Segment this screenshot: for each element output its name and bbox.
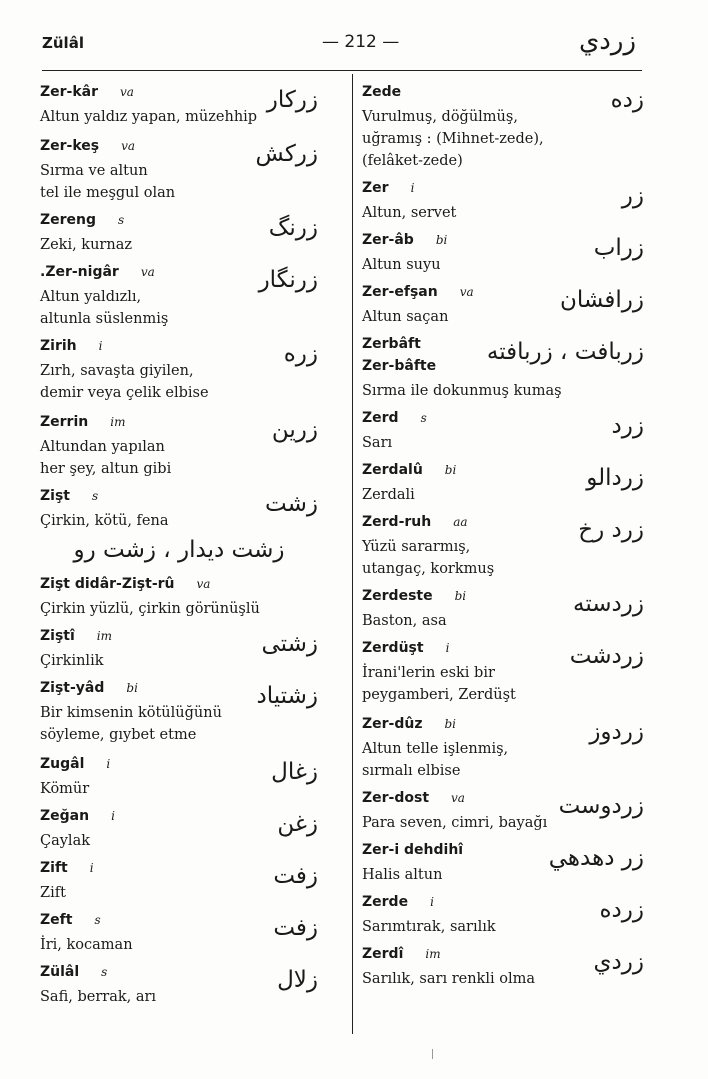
entry-term: Zerd-ruh <box>362 514 432 530</box>
entry-term: Zerd <box>362 410 399 426</box>
entry-gloss: Sırma ile dokunmuş kumaş <box>362 383 562 399</box>
entry-arabic-script: زغن <box>277 811 318 837</box>
entry-term: .Zer-nigâr <box>40 264 119 280</box>
dictionary-entry <box>362 946 644 990</box>
entry-gloss: her şey, altun gibi <box>40 461 172 477</box>
entry-arabic-script: زردسته <box>573 591 644 617</box>
entry-arabic-script: زفت <box>273 863 318 889</box>
running-head-right: زردي <box>578 26 636 56</box>
dictionary-entry <box>362 514 644 580</box>
entry-arabic-variants: زشت ديدار ، زشت رو <box>73 537 285 563</box>
header-rule <box>42 70 642 71</box>
dictionary-entry <box>40 414 318 480</box>
entry-gloss: söyleme, gıybet etme <box>40 727 197 743</box>
entry-gloss: tel ile meşgul olan <box>40 185 176 201</box>
dictionary-entry <box>40 84 318 128</box>
entry-term: Zereng <box>40 212 97 228</box>
entry-abbreviation: bi <box>126 681 138 695</box>
entry-gloss: Altun suyu <box>362 257 441 273</box>
entry-abbreviation: va <box>196 577 211 591</box>
entry-arabic-script: زفت <box>273 915 318 941</box>
entry-gloss: peygamberi, Zerdüşt <box>362 687 516 703</box>
entry-term: Zerdüşt <box>362 640 424 656</box>
entry-arabic-script: زشتى <box>261 631 318 657</box>
entry-abbreviation: bi <box>444 717 457 731</box>
entry-term: Zer-kâr <box>40 84 99 100</box>
dictionary-entry <box>40 576 318 620</box>
left-column <box>40 84 318 1016</box>
dictionary-entry <box>40 680 318 746</box>
entry-term: Zer-efşan <box>362 284 438 300</box>
entry-gloss: Baston, asa <box>362 613 447 629</box>
entry-arabic-script: زردشت <box>569 643 644 669</box>
entry-head <box>362 180 644 202</box>
entry-gloss: Altun, servet <box>362 205 457 221</box>
entry-abbreviation: s <box>420 411 427 425</box>
entry-gloss: Sarımtırak, sarılık <box>362 919 496 935</box>
entry-abbreviation: s <box>91 489 99 503</box>
entry-abbreviation: i <box>98 339 103 353</box>
entry-head <box>40 576 318 598</box>
dictionary-entry <box>362 410 644 454</box>
entry-arabic-script: زردوست <box>558 793 644 819</box>
entry-gloss: Sırma ve altun <box>40 163 148 179</box>
entry-gloss: Vurulmuş, döğülmüş, <box>362 109 518 125</box>
entry-term: Zer-bâfte <box>362 358 437 374</box>
entry-abbreviation: bi <box>444 463 457 477</box>
page-number: — 212 — <box>322 32 400 52</box>
dictionary-entry <box>40 964 318 1008</box>
column-divider <box>352 74 353 1034</box>
entry-term: Zerdî <box>362 946 404 962</box>
entry-term: Zirih <box>40 338 77 354</box>
entry-term: Zift <box>40 860 68 876</box>
entry-gloss: Yüzü sararmış, <box>362 539 471 555</box>
entry-abbreviation: im <box>96 629 112 643</box>
entry-term: Zer-dûz <box>362 716 423 732</box>
entry-gloss: Çirkin yüzlü, çirkin görünüşlü <box>40 601 260 617</box>
entry-arabic-script: زرد <box>611 413 644 439</box>
entry-gloss: İrani'lerin eski bir <box>362 665 495 681</box>
dictionary-entry <box>362 640 644 706</box>
entry-abbreviation: va <box>459 285 474 299</box>
dictionary-entry <box>362 842 644 886</box>
entry-gloss: Zerdali <box>362 487 415 503</box>
entry-arabic-script: زرد رخ <box>578 517 644 543</box>
entry-abbreviation: s <box>101 965 108 979</box>
entry-gloss: Bir kimsenin kötülüğünü <box>40 705 222 721</box>
dictionary-entry <box>362 894 644 938</box>
entry-arabic-script: زردالو <box>586 465 644 491</box>
entry-abbreviation: im <box>110 415 126 429</box>
entry-term: Zişt didâr-Zişt-rû <box>40 576 175 592</box>
dictionary-entry <box>40 138 318 204</box>
entry-term: Zer-dost <box>362 790 430 806</box>
entry-arabic-script: زركش <box>255 141 318 167</box>
entry-term: Zer <box>362 180 389 196</box>
entry-abbreviation: i <box>106 757 111 771</box>
entry-gloss: utangaç, korkmuş <box>362 561 495 577</box>
entry-term: Zülâl <box>40 964 80 980</box>
entry-gloss: (felâket-zede) <box>362 153 463 169</box>
entry-abbreviation: va <box>120 85 134 99</box>
entry-arabic-script: زراب <box>593 235 644 261</box>
entry-abbreviation: va <box>451 791 465 805</box>
entry-gloss: Zeki, kurnaz <box>40 237 132 253</box>
entry-arabic-script: زغال <box>271 759 318 785</box>
dictionary-entry <box>40 338 318 404</box>
entry-arabic-script: زشتياد <box>256 683 318 709</box>
dictionary-entry <box>40 808 318 852</box>
entry-abbreviation: s <box>118 213 125 227</box>
dictionary-entry <box>40 264 318 330</box>
entry-arabic-script: زردي <box>593 949 644 975</box>
entry-term: Zede <box>362 84 402 100</box>
entry-gloss: Altun yaldızlı, <box>40 289 142 305</box>
entry-head <box>40 338 318 360</box>
dictionary-entry <box>40 628 318 672</box>
dictionary-entry <box>362 84 644 172</box>
entry-arabic-script: زرافشان <box>559 287 644 313</box>
entry-term: Zugâl <box>40 756 85 772</box>
dictionary-entry <box>362 232 644 276</box>
entry-head <box>362 410 644 432</box>
entry-term: Zeğan <box>40 808 90 824</box>
entry-abbreviation: i <box>445 641 450 655</box>
entry-gloss: sırmalı elbise <box>362 763 461 779</box>
entry-gloss: Safi, berrak, arı <box>40 989 157 1005</box>
page-header <box>42 26 642 66</box>
entry-term: Zerbâft <box>362 336 421 352</box>
dictionary-entry <box>362 790 644 834</box>
entry-arabic-script: زر <box>621 183 644 209</box>
entry-gloss: Kömür <box>40 781 90 797</box>
entry-head <box>362 84 644 106</box>
dictionary-entry <box>40 488 318 568</box>
entry-gloss: Halis altun <box>362 867 443 883</box>
entry-head <box>40 808 318 830</box>
entry-abbreviation: va <box>140 265 155 279</box>
entry-abbreviation: i <box>430 895 434 909</box>
dictionary-entry <box>40 912 318 956</box>
entry-term: Zerde <box>362 894 409 910</box>
entry-gloss: Para seven, cimri, bayağı <box>362 815 548 831</box>
entry-term: Zer-i dehdihî <box>362 842 464 858</box>
dictionary-entry <box>40 756 318 800</box>
entry-term: Zer-âb <box>362 232 414 248</box>
entry-gloss: Altun yaldız yapan, müzehhip <box>40 109 258 125</box>
entry-arabic-script: زربافت ، زربافته <box>486 339 644 365</box>
entry-abbreviation: i <box>89 861 94 875</box>
entry-term: Zişt <box>40 488 70 504</box>
entry-arabic-script: زشت <box>265 491 318 517</box>
entry-abbreviation: i <box>111 809 115 823</box>
dictionary-entry <box>362 180 644 224</box>
entry-gloss: uğramış : (Mihnet-zede), <box>362 131 544 147</box>
entry-term: Zerrin <box>40 414 89 430</box>
entry-term: Zerdalû <box>362 462 423 478</box>
entry-term: Zişt-yâd <box>40 680 105 696</box>
entry-arabic-script: زده <box>610 87 644 113</box>
entry-gloss: demir veya çelik elbise <box>40 385 209 401</box>
dictionary-entry <box>362 588 644 632</box>
entry-arabic-script: زلال <box>277 967 318 993</box>
entry-abbreviation: va <box>121 139 136 153</box>
entry-gloss: Zırh, savaşta giyilen, <box>40 363 194 379</box>
entry-gloss: Çaylak <box>40 833 90 849</box>
entry-arabic-script: زركار <box>266 87 318 113</box>
entry-arabic-script: زردوز <box>589 719 644 745</box>
dictionary-entry <box>40 212 318 256</box>
dictionary-entry <box>362 336 644 402</box>
entry-gloss: Altundan yapılan <box>40 439 165 455</box>
entry-gloss: Sarı <box>362 435 393 451</box>
dictionary-entry <box>40 860 318 904</box>
entry-gloss: Çirkinlik <box>40 653 104 669</box>
entry-abbreviation: bi <box>435 233 448 247</box>
dictionary-entry <box>362 284 644 328</box>
entry-abbreviation: s <box>94 913 101 927</box>
entry-arabic-script: زرين <box>271 417 318 443</box>
entry-term: Zeft <box>40 912 73 928</box>
entry-gloss: İri, kocaman <box>40 937 133 953</box>
entry-gloss: altunla süslenmiş <box>40 311 169 327</box>
entry-abbreviation: i <box>410 181 415 195</box>
entry-abbreviation: aa <box>453 515 468 529</box>
entry-term: Zerdeste <box>362 588 433 604</box>
dictionary-entry <box>362 716 644 782</box>
entry-gloss: Zift <box>40 885 66 901</box>
entry-abbreviation: im <box>425 947 441 961</box>
print-mark <box>432 1049 434 1059</box>
entry-arabic-script: زرده <box>599 897 644 923</box>
entry-gloss: Altun saçan <box>362 309 449 325</box>
entry-arabic-script: زره <box>283 341 318 367</box>
entry-gloss: Altun telle işlenmiş, <box>362 741 509 757</box>
entry-arabic-script: زرنگار <box>258 267 318 293</box>
entry-term: Zer-keş <box>40 138 100 154</box>
right-column <box>362 84 644 998</box>
entry-arabic-script: زرنگ <box>268 215 318 241</box>
entry-gloss: Sarılık, sarı renkli olma <box>362 971 535 987</box>
entry-arabic-script: زر دهدهي <box>548 845 644 871</box>
running-head-left: Zülâl <box>42 34 84 52</box>
entry-abbreviation: bi <box>454 589 467 603</box>
entry-term: Ziştî <box>40 628 75 644</box>
dictionary-entry <box>362 462 644 506</box>
entry-gloss: Çirkin, kötü, fena <box>40 513 169 529</box>
